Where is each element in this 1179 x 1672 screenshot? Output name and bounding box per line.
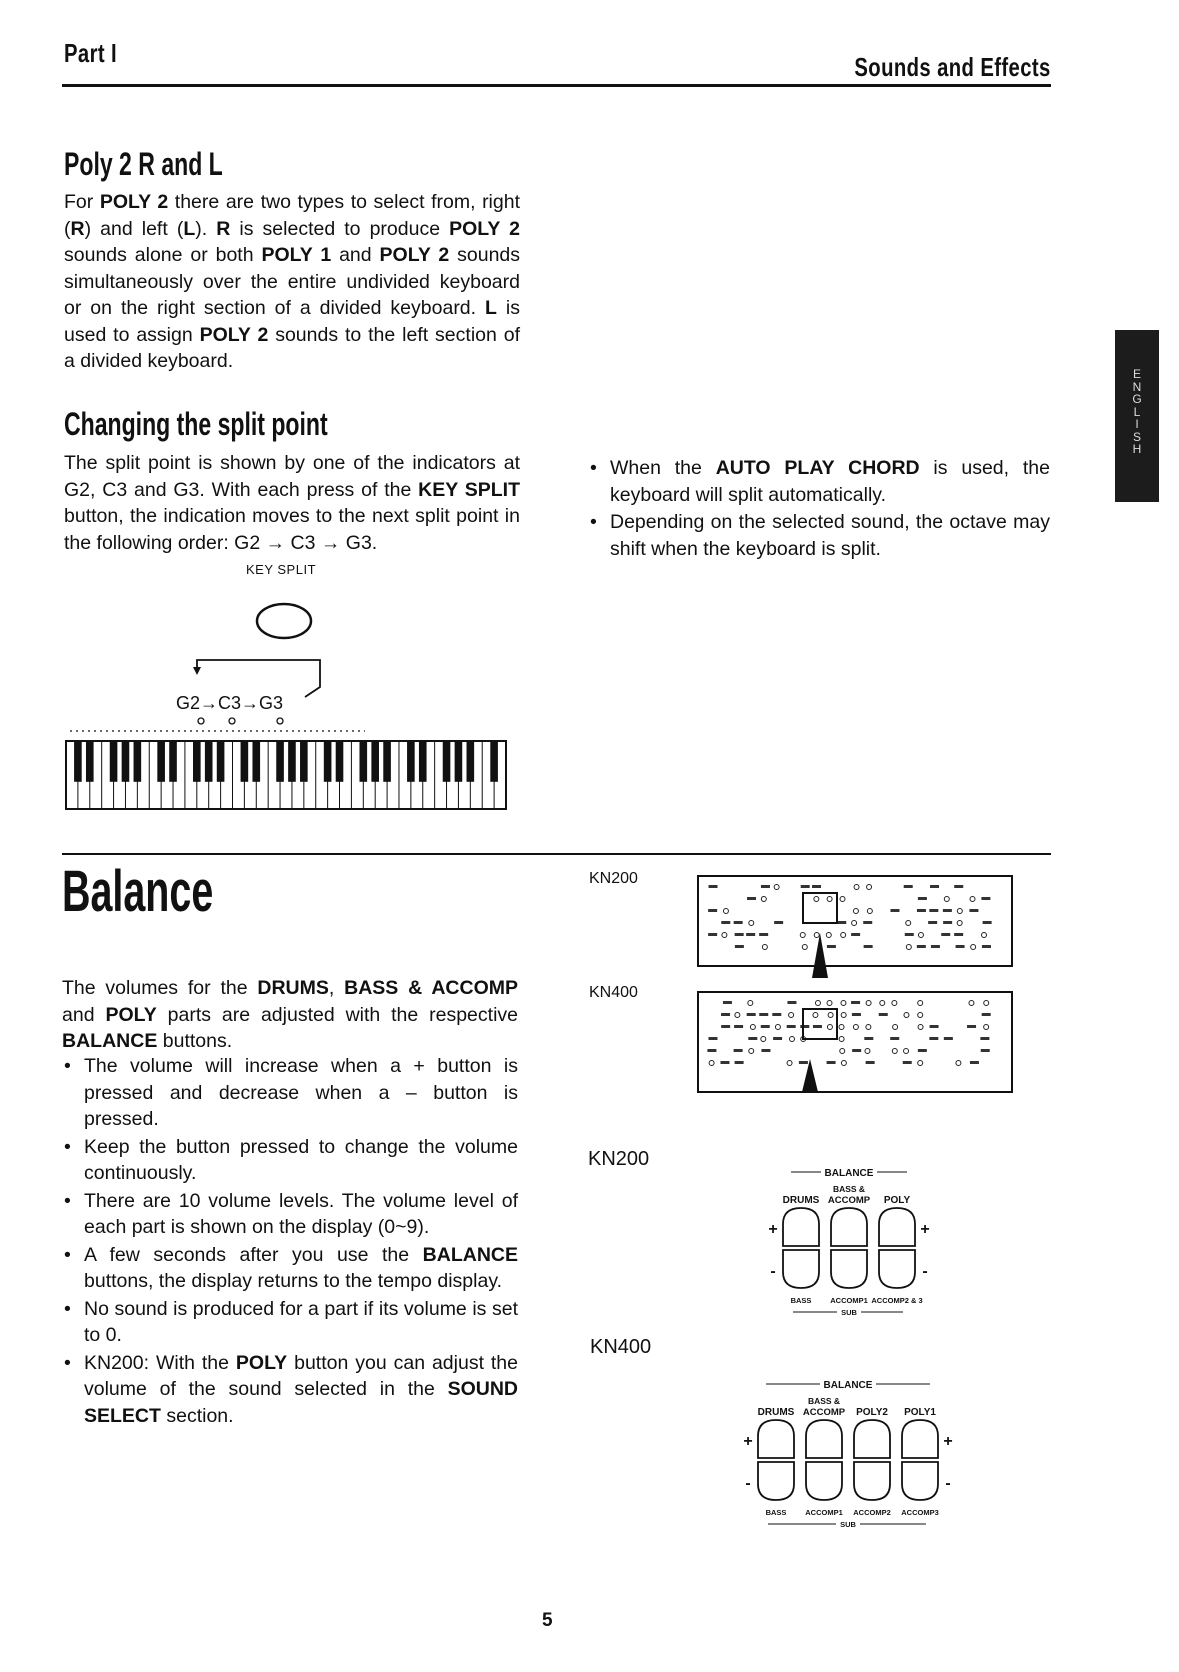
balance-minus-button[interactable] (783, 1250, 819, 1288)
bullet-item: • When the AUTO PLAY CHORD is used, the keyboard will split automatically. (588, 455, 1050, 508)
balance-bottom-label: BASS (765, 1508, 787, 1517)
balance-top-label: ACCOMP (802, 1407, 846, 1418)
poly2-paragraph: For POLY 2 there are two types to select from, right (R) and left (L). R is selected to produce POLY 2 sounds alone or both POLY 1 and POLY 2 sounds simultaneously over the entire undivided keyboard or on the right section of a divided keyboard. L is used to assign POLY 2 sounds to the left section of a divided keyboard. (64, 191, 521, 372)
kn400-panel-illustration (695, 989, 1015, 1099)
split-notes (588, 455, 1050, 563)
page-number: 5 (542, 1610, 553, 1631)
balance-bottom-label: ACCOMP2 (853, 1508, 891, 1517)
balance-plus-button[interactable] (783, 1208, 819, 1246)
kn400-balance-model: KN400 (590, 1336, 652, 1358)
language-tab-letter: G (1132, 392, 1142, 406)
balance-bottom-label: ACCOMP1 (830, 1296, 868, 1305)
bullet-item: • There are 10 volume levels. The volume level of each part is shown on the display (0~9). (62, 1188, 518, 1241)
balance-bottom-label: ACCOMP2 & 3 (871, 1296, 923, 1305)
balance-top-label: BASS & (832, 1184, 866, 1194)
balance-minus-button[interactable] (831, 1250, 867, 1288)
balance-top-label: DRUMS (782, 1195, 820, 1206)
language-tab (1115, 330, 1159, 502)
language-tab-letter: I (1135, 417, 1139, 431)
panel-kn400-label: KN400 (589, 984, 638, 1001)
balance-top-label: POLY2 (856, 1407, 888, 1418)
balance-minus-button[interactable] (758, 1462, 794, 1500)
balance-plus-button[interactable] (854, 1420, 890, 1458)
balance-plus-button[interactable] (879, 1208, 915, 1246)
section-divider (62, 853, 1051, 855)
balance-minus-button[interactable] (854, 1462, 890, 1500)
split-sequence: G2→C3→G3 (176, 693, 284, 713)
minus-sign: - (770, 1263, 776, 1280)
balance-plus-button[interactable] (806, 1420, 842, 1458)
balance-bottom-label: ACCOMP1 (805, 1508, 843, 1517)
balance-minus-button[interactable] (879, 1250, 915, 1288)
minus-sign: - (922, 1263, 928, 1280)
balance-sub-label: SUB (841, 1308, 857, 1317)
bullet-item: • Depending on the selected sound, the octave may shift when the keyboard is split. (588, 509, 1050, 562)
balance-top-label: POLY1 (904, 1407, 936, 1418)
keyboard-illustration (66, 741, 506, 809)
balance-top-label: ACCOMP (827, 1195, 871, 1206)
language-tab-letter: L (1133, 404, 1141, 419)
bullet-item: • Keep the button pressed to change the volume continuously. (62, 1134, 518, 1187)
bullet-item: • No sound is produced for a part if its volume is set to 0. (62, 1296, 518, 1349)
kn200-balance-buttons (755, 1160, 945, 1325)
balance-notes (62, 1053, 518, 1430)
balance-sub-label: SUB (840, 1520, 856, 1529)
panel-kn200-label: KN200 (589, 870, 638, 887)
bullet-item: • A few seconds after you use the BALANCE buttons, the display returns to the tempo display. (62, 1242, 518, 1295)
language-tab-letter: S (1132, 429, 1141, 444)
split-heading: Changing the split point (64, 406, 328, 442)
language-tab-letter: E (1132, 367, 1141, 381)
language-tab-letter: N (1132, 379, 1142, 394)
balance-bottom-label: BASS (790, 1296, 812, 1305)
header-rule (62, 84, 1051, 87)
language-tab-letter: H (1132, 442, 1142, 456)
bullet-item: • KN200: With the POLY button you can adjust the volume of the sound selected in the SOUND SELECT section. (62, 1350, 518, 1430)
balance-minus-button[interactable] (902, 1462, 938, 1500)
key-split-label: KEY SPLIT (246, 562, 317, 577)
plus-sign: + (768, 1221, 778, 1238)
minus-sign: - (945, 1475, 951, 1492)
balance-heading: Balance (62, 859, 214, 924)
kn400-balance-buttons (730, 1372, 960, 1537)
balance-plus-button[interactable] (758, 1420, 794, 1458)
balance-title: BALANCE (824, 1168, 874, 1179)
balance-plus-button[interactable] (902, 1420, 938, 1458)
balance-top-label: POLY (883, 1195, 911, 1206)
plus-sign: + (920, 1221, 930, 1238)
part-label: Part I (64, 38, 118, 68)
key-split-diagram (60, 595, 510, 815)
bullet-item: • The volume will increase when a + button is pressed and decrease when a – button is pressed. (62, 1053, 518, 1133)
balance-minus-button[interactable] (806, 1462, 842, 1500)
plus-sign: + (743, 1433, 753, 1450)
section-title: Sounds and Effects (854, 52, 1051, 82)
kn200-panel-illustration (695, 873, 1015, 983)
balance-top-label: BASS & (807, 1396, 841, 1406)
poly2-heading: Poly 2 R and L (64, 146, 223, 182)
split-paragraph: The split point is shown by one of the indicators at G2, C3 and G3. With each press of the KEY SPLIT button, the indication moves to the next split point in the following order: G2 → C3 → G3. (64, 452, 521, 554)
key-split-button (257, 604, 311, 638)
kn200-balance-model: KN200 (588, 1148, 650, 1170)
balance-title: BALANCE (823, 1380, 873, 1391)
language-tab-letters (1115, 368, 1159, 456)
minus-sign: - (745, 1475, 751, 1492)
balance-plus-button[interactable] (831, 1208, 867, 1246)
balance-bottom-label: ACCOMP3 (901, 1508, 939, 1517)
balance-top-label: DRUMS (757, 1407, 795, 1418)
balance-paragraph: The volumes for the DRUMS, BASS & ACCOMP and POLY parts are adjusted with the respective BALANCE buttons. (62, 977, 519, 1052)
plus-sign: + (943, 1433, 953, 1450)
